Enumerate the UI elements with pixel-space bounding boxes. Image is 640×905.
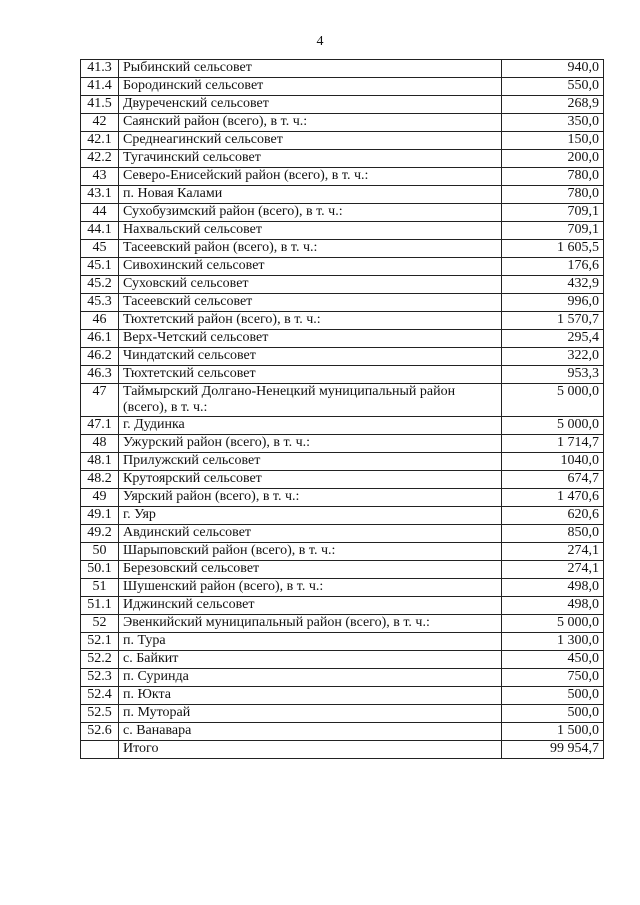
row-amount-cell: 1040,0 — [502, 453, 604, 471]
row-amount-cell: 432,9 — [502, 276, 604, 294]
table-row — [81, 186, 604, 204]
row-name-cell: п. Муторай — [119, 705, 502, 723]
row-number-cell: 49 — [81, 489, 119, 507]
table-row — [81, 525, 604, 543]
row-name-cell: Верх-Четский сельсовет — [119, 330, 502, 348]
table-row — [81, 507, 604, 525]
table-row — [81, 543, 604, 561]
row-number-cell: 46 — [81, 312, 119, 330]
row-number-cell: 52.1 — [81, 633, 119, 651]
row-amount-cell: 1 470,6 — [502, 489, 604, 507]
row-amount-cell: 620,6 — [502, 507, 604, 525]
table-row — [81, 723, 604, 741]
row-amount-cell: 674,7 — [502, 471, 604, 489]
row-number-cell: 52 — [81, 615, 119, 633]
row-number-cell: 45.2 — [81, 276, 119, 294]
row-name-cell: Тюхтетский сельсовет — [119, 366, 502, 384]
row-number-cell: 50.1 — [81, 561, 119, 579]
row-amount-cell: 780,0 — [502, 186, 604, 204]
row-amount-cell: 1 714,7 — [502, 435, 604, 453]
row-amount-cell: 850,0 — [502, 525, 604, 543]
table-row — [81, 258, 604, 276]
row-number-cell: 48.1 — [81, 453, 119, 471]
table-body — [81, 60, 604, 759]
row-name-cell: Чиндатский сельсовет — [119, 348, 502, 366]
table-row — [81, 330, 604, 348]
row-number-cell: 42.2 — [81, 150, 119, 168]
row-number-cell: 48 — [81, 435, 119, 453]
row-name-cell: с. Ванавара — [119, 723, 502, 741]
row-name-cell: Шушенский район (всего), в т. ч.: — [119, 579, 502, 597]
page-number: 4 — [316, 34, 324, 49]
row-name-cell: Эвенкийский муниципальный район (всего), в т. ч.: — [119, 615, 502, 633]
row-amount-cell: 1 605,5 — [502, 240, 604, 258]
row-amount-cell: 200,0 — [502, 150, 604, 168]
row-name-cell: Нахвальский сельсовет — [119, 222, 502, 240]
row-name-cell: Бородинский сельсовет — [119, 78, 502, 96]
row-number-cell: 49.1 — [81, 507, 119, 525]
row-amount-cell: 295,4 — [502, 330, 604, 348]
row-amount-cell: 322,0 — [502, 348, 604, 366]
row-amount-cell: 500,0 — [502, 705, 604, 723]
table-row — [81, 366, 604, 384]
table-row — [81, 222, 604, 240]
row-number-cell: 42.1 — [81, 132, 119, 150]
table-row — [81, 384, 604, 417]
table-row — [81, 294, 604, 312]
row-amount-cell: 500,0 — [502, 687, 604, 705]
table-row — [81, 348, 604, 366]
row-amount-cell: 1 300,0 — [502, 633, 604, 651]
row-name-cell: Крутоярский сельсовет — [119, 471, 502, 489]
row-name-cell: г. Уяр — [119, 507, 502, 525]
table-row — [81, 705, 604, 723]
row-amount-cell: 1 500,0 — [502, 723, 604, 741]
table-row — [81, 741, 604, 759]
row-name-cell: с. Байкит — [119, 651, 502, 669]
row-number-cell: 52.2 — [81, 651, 119, 669]
row-amount-cell: 274,1 — [502, 561, 604, 579]
row-name-cell: п. Новая Калами — [119, 186, 502, 204]
table-row — [81, 651, 604, 669]
row-number-cell: 41.5 — [81, 96, 119, 114]
row-number-cell: 43 — [81, 168, 119, 186]
row-number-cell: 41.4 — [81, 78, 119, 96]
row-name-cell: п. Суринда — [119, 669, 502, 687]
row-number-cell: 46.2 — [81, 348, 119, 366]
row-amount-cell: 953,3 — [502, 366, 604, 384]
row-amount-cell: 5 000,0 — [502, 384, 604, 417]
table-row — [81, 168, 604, 186]
row-amount-cell: 498,0 — [502, 597, 604, 615]
row-name-cell: Итого — [119, 741, 502, 759]
row-name-cell: Суховский сельсовет — [119, 276, 502, 294]
row-name-cell: Авдинский сельсовет — [119, 525, 502, 543]
row-amount-cell: 780,0 — [502, 168, 604, 186]
row-name-cell: Шарыповский район (всего), в т. ч.: — [119, 543, 502, 561]
row-amount-cell: 5 000,0 — [502, 615, 604, 633]
table-row — [81, 276, 604, 294]
table-row — [81, 615, 604, 633]
row-number-cell: 44 — [81, 204, 119, 222]
row-number-cell: 52.5 — [81, 705, 119, 723]
row-number-cell: 44.1 — [81, 222, 119, 240]
row-number-cell: 41.3 — [81, 60, 119, 78]
row-amount-cell: 5 000,0 — [502, 417, 604, 435]
allocation-table — [80, 59, 604, 759]
row-name-cell: Северо-Енисейский район (всего), в т. ч.: — [119, 168, 502, 186]
row-name-cell: Уярский район (всего), в т. ч.: — [119, 489, 502, 507]
row-name-cell: Тасеевский район (всего), в т. ч.: — [119, 240, 502, 258]
row-amount-cell: 709,1 — [502, 204, 604, 222]
row-name-cell: Березовский сельсовет — [119, 561, 502, 579]
row-number-cell: 52.4 — [81, 687, 119, 705]
row-amount-cell: 99 954,7 — [502, 741, 604, 759]
table-row — [81, 78, 604, 96]
row-name-cell: Иджинский сельсовет — [119, 597, 502, 615]
row-number-cell: 52.6 — [81, 723, 119, 741]
row-name-cell: Саянский район (всего), в т. ч.: — [119, 114, 502, 132]
row-amount-cell: 550,0 — [502, 78, 604, 96]
table-row — [81, 687, 604, 705]
table-row — [81, 132, 604, 150]
table-row — [81, 489, 604, 507]
row-amount-cell: 709,1 — [502, 222, 604, 240]
table-row — [81, 669, 604, 687]
row-number-cell: 42 — [81, 114, 119, 132]
row-number-cell: 48.2 — [81, 471, 119, 489]
table-row — [81, 96, 604, 114]
row-name-cell: Таймырский Долгано-Ненецкий муниципальный район (всего), в т. ч.: — [119, 384, 502, 417]
row-name-cell: Тасеевский сельсовет — [119, 294, 502, 312]
table-row — [81, 561, 604, 579]
row-number-cell: 52.3 — [81, 669, 119, 687]
table-row — [81, 150, 604, 168]
row-number-cell: 43.1 — [81, 186, 119, 204]
row-number-cell: 47 — [81, 384, 119, 417]
row-name-cell: Сивохинский сельсовет — [119, 258, 502, 276]
row-name-cell: Рыбинский сельсовет — [119, 60, 502, 78]
row-amount-cell: 176,6 — [502, 258, 604, 276]
row-number-cell: 51 — [81, 579, 119, 597]
table-row — [81, 114, 604, 132]
row-amount-cell: 350,0 — [502, 114, 604, 132]
table-row — [81, 597, 604, 615]
row-amount-cell: 150,0 — [502, 132, 604, 150]
row-name-cell: Среднеагинский сельсовет — [119, 132, 502, 150]
row-name-cell: Тугачинский сельсовет — [119, 150, 502, 168]
table-row — [81, 579, 604, 597]
row-number-cell — [81, 741, 119, 759]
row-name-cell: Двуреченский сельсовет — [119, 96, 502, 114]
table-row — [81, 435, 604, 453]
row-amount-cell: 1 570,7 — [502, 312, 604, 330]
row-number-cell: 46.1 — [81, 330, 119, 348]
row-name-cell: Тюхтетский район (всего), в т. ч.: — [119, 312, 502, 330]
table-row — [81, 60, 604, 78]
row-amount-cell: 450,0 — [502, 651, 604, 669]
row-amount-cell: 268,9 — [502, 96, 604, 114]
row-amount-cell: 498,0 — [502, 579, 604, 597]
table-row — [81, 453, 604, 471]
row-number-cell: 45.1 — [81, 258, 119, 276]
row-name-cell: Сухобузимский район (всего), в т. ч.: — [119, 204, 502, 222]
row-number-cell: 50 — [81, 543, 119, 561]
row-name-cell: п. Тура — [119, 633, 502, 651]
row-number-cell: 45 — [81, 240, 119, 258]
row-name-cell: Прилужский сельсовет — [119, 453, 502, 471]
table-row — [81, 417, 604, 435]
row-name-cell: п. Юкта — [119, 687, 502, 705]
table-row — [81, 312, 604, 330]
row-number-cell: 51.1 — [81, 597, 119, 615]
table-row — [81, 240, 604, 258]
table-row — [81, 633, 604, 651]
row-number-cell: 46.3 — [81, 366, 119, 384]
row-amount-cell: 274,1 — [502, 543, 604, 561]
row-amount-cell: 940,0 — [502, 60, 604, 78]
row-number-cell: 47.1 — [81, 417, 119, 435]
row-amount-cell: 750,0 — [502, 669, 604, 687]
row-name-cell: г. Дудинка — [119, 417, 502, 435]
row-number-cell: 45.3 — [81, 294, 119, 312]
table-row — [81, 471, 604, 489]
row-number-cell: 49.2 — [81, 525, 119, 543]
row-name-cell: Ужурский район (всего), в т. ч.: — [119, 435, 502, 453]
row-amount-cell: 996,0 — [502, 294, 604, 312]
table-row — [81, 204, 604, 222]
